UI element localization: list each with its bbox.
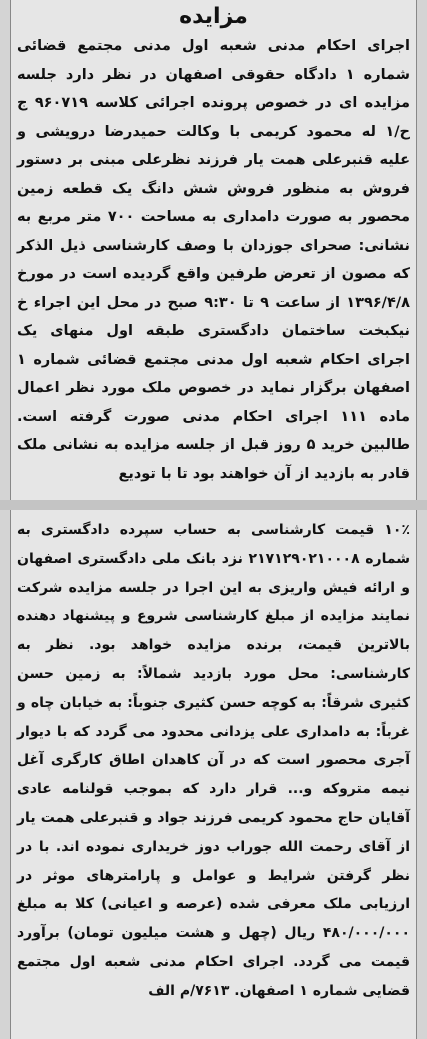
notice-body-part2-container (17, 510, 410, 1006)
notice-body-part2: ۱۰٪ قیمت کارشناسی به حساب سپرده دادگستری به شماره ۲۱۷۱۲۹۰۲۱۰۰۰۸ نزد بانک ملی دادگستری اصفهان و ارائه فیش واریزی به این اجرا در جلسه مزایده شرکت نمایند مزایده از مبلغ کارشناسی شروع و پیشنهاد دهنده بالاترین قیمت، برنده مزایده خواهد بود. نظر به کارشناسی: محل مورد بازدید شمالاً: به زمین حسن کثیری شرقاً: به کوچه حسن کثیری جنوباً: به خیابان چاه و غرباً: به دامداری علی یزدانی محدود می گردد که با دیوار آجری محصور است که در آن کاهدان اطاق کارگری آغل نیمه متروکه و... قرار دارد که بموجب قولنامه عادی آقایان حاج محمود کریمی فرزند جواد و قنبرعلی همت یار از آقای رحمت الله جوراب دوز خریداری نموده اند. با در نظر گرفتن شرایط و عوامل و پارامترهای موثر در ارزیابی ملک معرفی شده (عرصه و اعیانی) کلا به مبلغ ۴۸۰/۰۰۰/۰۰۰ ریال (چهل و هشت میلیون تومان) برآورد قیمت می گردد. (17, 522, 410, 970)
notice-body-part1: اجرای احکام مدنی شعبه اول مدنی مجتمع قضائی شماره ۱ دادگاه حقوقی اصفهان در نظر دارد جلسه مزایده ای در خصوص پرونده اجرائی کلاسه ۹۶۰۷۱۹ ج ح/۱ له محمود کریمی با وکالت حمیدرضا درویشی و علیه قنبرعلی همت یار فرزند نظرعلی مبنی بر دستور فروش به منظور فروش شش دانگ یک قطعه زمین محصور به صورت دامداری به مساحت ۷۰۰ متر مربع به نشانی: صحرای جوزدان با وصف کارشناسی ذیل الذکر که مصون از تعرض طرفین واقع گردیده است در مورخ ۱۳۹۶/۴/۸ از ساعت ۹ تا ۹:۳۰ صبح در محل این اجراء خ نیکبخت ساختمان دادگستری طبقه اول منهای یک اجرای احکام شعبه اول مدنی مجتمع قضائی شماره ۱ اصفهان برگزار نماید در خصوص ملک مورد نظر اعمال ماده ۱۱۱ اجرای احکام مدنی صورت گرفته است. طالبین خرید ۵ روز قبل از جلسه مزایده به نشانی ملک قادر به بازدید از آن خواهند بود تا با تودیع (17, 38, 410, 482)
notice-column-bottom (10, 510, 417, 1039)
notice-signature: اجرای احکام مدنی شعبه اول مجتمع قضایی شماره ۱ اصفهان. ۷۶۱۳/م الف (17, 953, 410, 999)
clipping-separator (0, 500, 427, 510)
notice-title: مزایده (179, 4, 248, 29)
notice-column-top (10, 0, 417, 500)
